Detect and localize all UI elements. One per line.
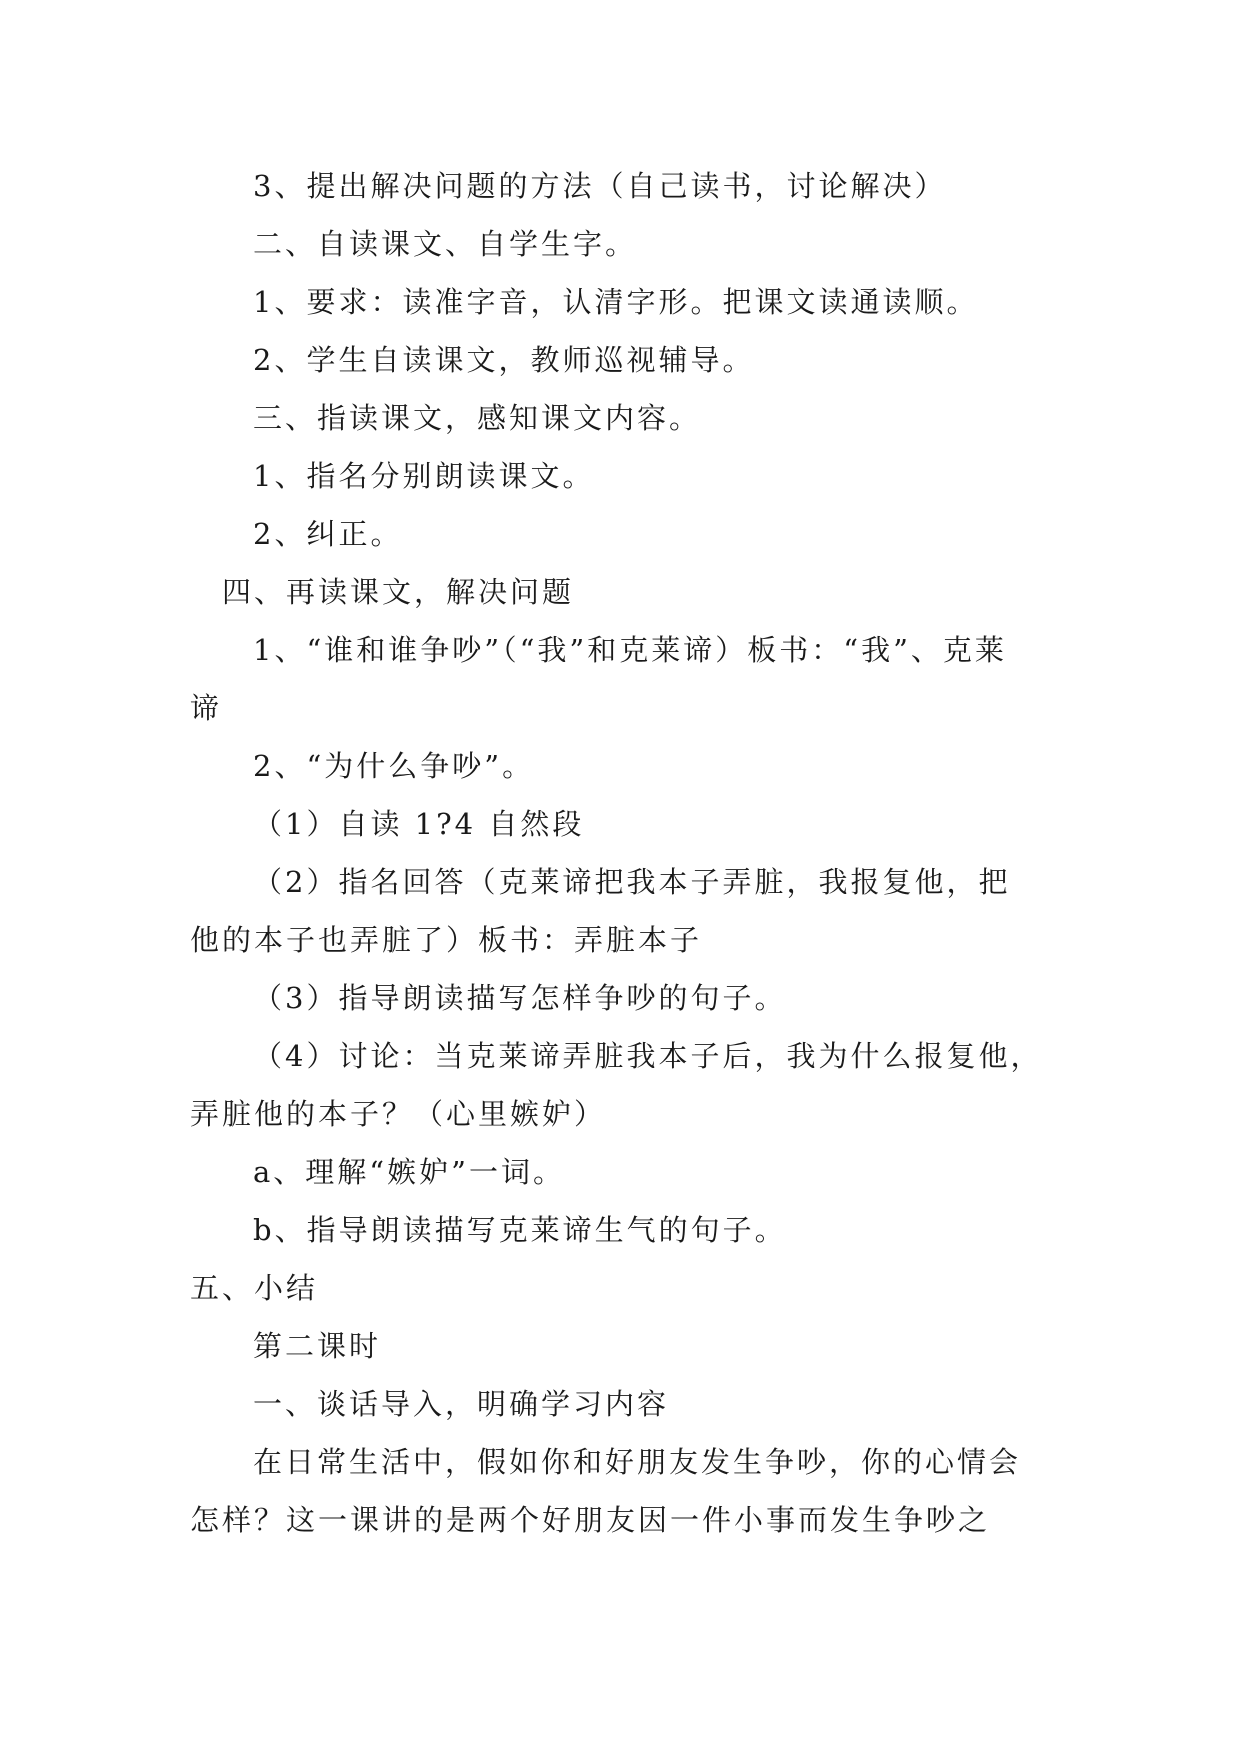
text-line: 3、提出解决问题的方法（自己读书，讨论解决） bbox=[253, 169, 947, 203]
text-line: （3）指导朗读描写怎样争吵的句子。 bbox=[253, 981, 787, 1015]
section-heading: 一、谈话导入，明确学习内容 bbox=[253, 1387, 670, 1421]
text-line: （2）指名回答（克莱谛把我本子弄脏，我报复他，把 bbox=[253, 865, 1011, 899]
text-line: 2、学生自读课文，教师巡视辅导。 bbox=[253, 343, 755, 377]
text-line: 弄脏他的本子？（心里嫉妒） bbox=[190, 1097, 607, 1131]
text-line: b、指导朗读描写克莱谛生气的句子。 bbox=[253, 1213, 787, 1247]
text-line: 他的本子也弄脏了）板书：弄脏本子 bbox=[190, 923, 703, 957]
section-heading: 五、小结 bbox=[190, 1271, 319, 1305]
text-line: 1、“谁和谁争吵”（“我”和克莱谛）板书：“我”、克莱 bbox=[253, 633, 1007, 667]
text-line: 在日常生活中，假如你和好朋友发生争吵，你的心情会 bbox=[253, 1445, 1022, 1479]
text-line: 怎样？这一课讲的是两个好朋友因一件小事而发生争吵之 bbox=[190, 1503, 991, 1537]
section-heading: 二、自读课文、自学生字。 bbox=[253, 227, 638, 261]
text-line: 2、“为什么争吵”。 bbox=[253, 749, 535, 783]
section-heading: 第二课时 bbox=[253, 1329, 382, 1363]
section-heading: 三、指读课文，感知课文内容。 bbox=[253, 401, 702, 435]
text-line: （4）讨论：当克莱谛弄脏我本子后，我为什么报复他， bbox=[253, 1039, 1043, 1073]
text-line: 谛 bbox=[190, 691, 223, 725]
text-line: 2、纠正。 bbox=[253, 517, 403, 551]
text-line: （1）自读 1?4 自然段 bbox=[253, 807, 585, 841]
text-line: 1、指名分别朗读课文。 bbox=[253, 459, 595, 493]
section-heading: 四、再读课文，解决问题 bbox=[222, 575, 575, 609]
text-line: a、理解“嫉妒”一词。 bbox=[253, 1155, 565, 1189]
text-line: 1、要求：读准字音，认清字形。把课文读通读顺。 bbox=[253, 285, 979, 319]
